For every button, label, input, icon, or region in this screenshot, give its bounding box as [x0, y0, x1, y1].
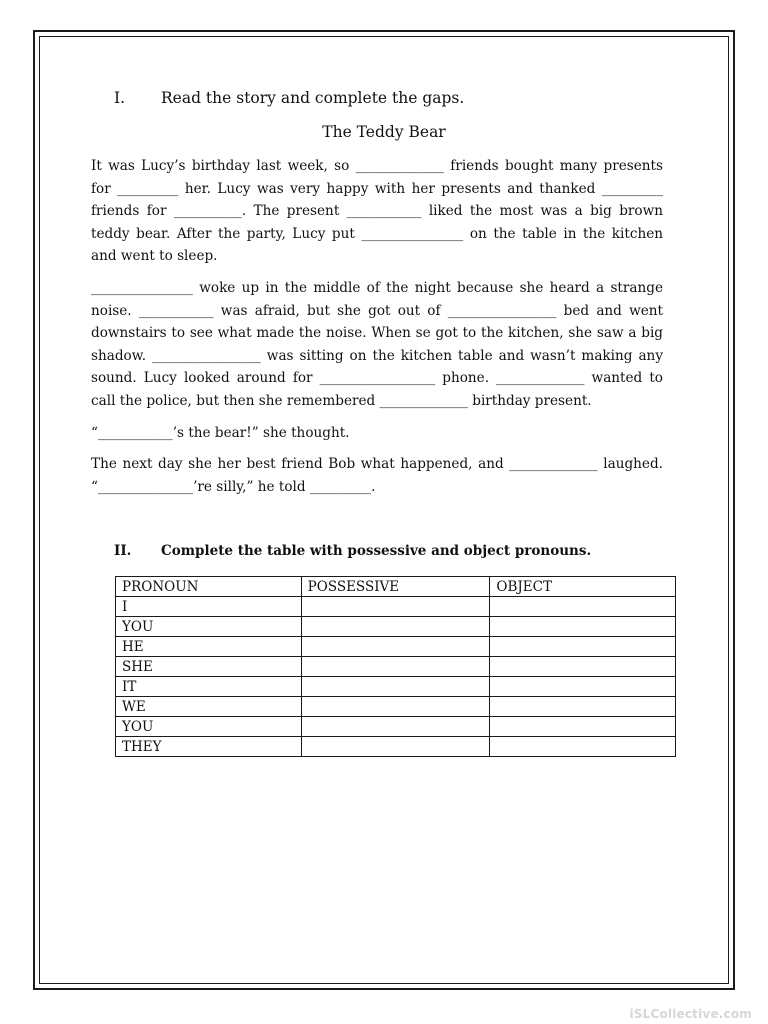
- object-cell: [490, 637, 676, 657]
- header-possessive: POSSESSIVE: [301, 577, 490, 597]
- possessive-cell: [301, 657, 490, 677]
- pronoun-cell: IT: [116, 677, 302, 697]
- possessive-cell: [301, 677, 490, 697]
- possessive-cell: [301, 737, 490, 757]
- table-row: [116, 717, 676, 737]
- table-header-row: [116, 577, 676, 597]
- story-paragraph-4: The next day she her best friend Bob what happened, and _____________ laughed. “______________’re silly,” he told _________.: [91, 456, 663, 495]
- table-row: [116, 697, 676, 717]
- table-row: [116, 657, 676, 677]
- object-cell: [490, 677, 676, 697]
- table-row: [116, 677, 676, 697]
- object-cell: [490, 737, 676, 757]
- possessive-cell: [301, 597, 490, 617]
- table-row: [116, 737, 676, 757]
- pronoun-cell: HE: [116, 637, 302, 657]
- story-paragraph-1: It was Lucy’s birthday last week, so _____________ friends bought many presents for _________ her. Lucy was very happy with her presents and thanked _________ friends for __________. The present ___________ liked the most was a big brown teddy bear. After the party, Lucy put _______________ on the table in the kitchen and went to sleep.: [91, 158, 663, 264]
- site-watermark: iSLCollective.com: [629, 1007, 752, 1021]
- section-2-number: II.: [114, 543, 132, 559]
- section-2-instruction: Complete the table with possessive and object pronouns.: [161, 543, 592, 559]
- possessive-cell: [301, 617, 490, 637]
- story-title: The Teddy Bear: [322, 123, 446, 141]
- object-cell: [490, 617, 676, 637]
- pronoun-cell: THEY: [116, 737, 302, 757]
- pronoun-cell: YOU: [116, 617, 302, 637]
- object-cell: [490, 597, 676, 617]
- story-paragraph-3: “___________’s the bear!” she thought.: [91, 425, 350, 441]
- object-cell: [490, 657, 676, 677]
- pronoun-table: [115, 576, 676, 757]
- pronoun-cell: I: [116, 597, 302, 617]
- story-paragraph-2: _______________ woke up in the middle of the night because she heard a strange noise. ___________ was afraid, but she got out of ________________ bed and went downstairs to see what made the noise. When se got to the kitchen, she saw a big shadow. ________________ was sitting on the kitchen table and wasn’t making any sound. Lucy looked around for _________________ phone. _____________ wanted to call the police, but then she remembered _____________ birthday present.: [91, 280, 663, 409]
- possessive-cell: [301, 717, 490, 737]
- header-pronoun: PRONOUN: [116, 577, 302, 597]
- table-row: [116, 597, 676, 617]
- object-cell: [490, 697, 676, 717]
- pronoun-cell: YOU: [116, 717, 302, 737]
- object-cell: [490, 717, 676, 737]
- table-row: [116, 617, 676, 637]
- possessive-cell: [301, 637, 490, 657]
- pronoun-cell: WE: [116, 697, 302, 717]
- possessive-cell: [301, 697, 490, 717]
- section-1-instruction: Read the story and complete the gaps.: [161, 89, 465, 107]
- pronoun-cell: SHE: [116, 657, 302, 677]
- table-row: [116, 637, 676, 657]
- header-object: OBJECT: [490, 577, 676, 597]
- section-1-number: I.: [114, 89, 126, 107]
